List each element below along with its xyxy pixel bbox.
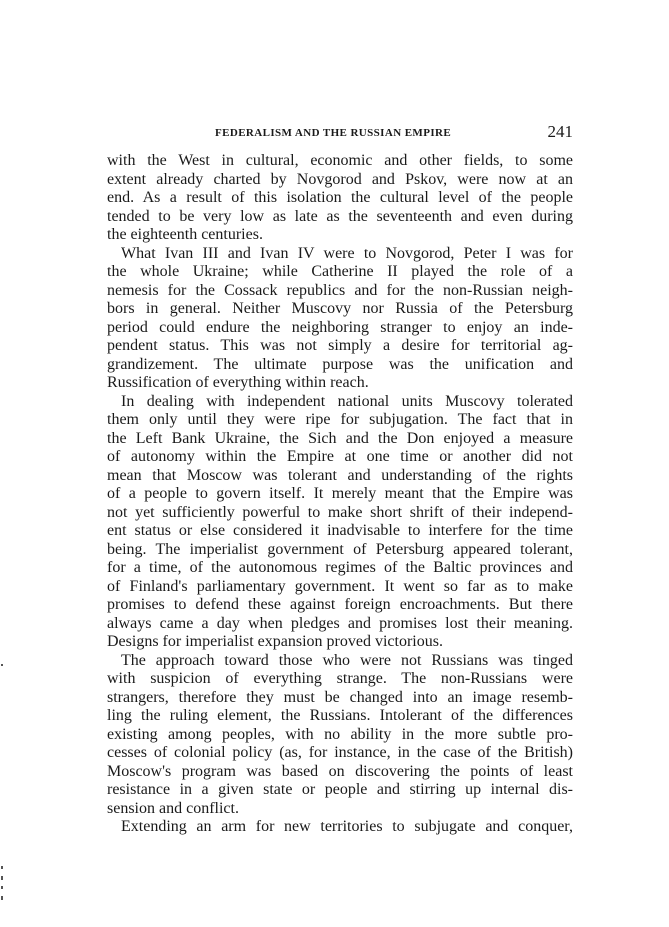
- text-line: extent already charted by Novgorod and Pskov, were now at an: [107, 170, 573, 188]
- text-line: sension and conflict.: [107, 799, 239, 817]
- text-line: of autonomy within the Empire at one time or another did not: [107, 448, 573, 465]
- text-line: pendent status. This was not simply a desire for territorial ag-: [107, 337, 573, 354]
- text-line: with suspicion of everything strange. The non-Russians were: [107, 670, 573, 687]
- text-line: In dealing with independent national units Muscovy tolerated: [121, 392, 573, 410]
- text-line: nemesis for the Cossack republics and for the non-Russian neigh-: [107, 281, 573, 299]
- text-line: the eighteenth centuries.: [107, 226, 263, 243]
- page-header: [107, 118, 573, 142]
- text-line: period could endure the neighboring stranger to enjoy an inde-: [107, 318, 573, 336]
- text-line: What Ivan III and Ivan IV were to Novgorod, Peter I was for: [121, 244, 573, 262]
- running-title: FEDERALISM AND THE RUSSIAN EMPIRE: [215, 127, 452, 139]
- text-line: bors in general. Neither Muscovy nor Russia of the Petersburg: [107, 300, 573, 317]
- text-line: Designs for imperialist expansion proved victorious.: [107, 633, 443, 650]
- text-line: tended to be very low as late as the seventeenth and even during: [107, 207, 573, 225]
- text-line: resistance in a given state or people and stirring up internal dis-: [107, 781, 573, 798]
- text-line: them only until they were ripe for subjugation. The fact that in: [107, 411, 573, 428]
- text-line: with the West in cultural, economic and other fields, to some: [107, 152, 573, 169]
- text-line: the whole Ukraine; while Catherine II played the role of a: [107, 263, 573, 280]
- text-line: promises to defend these against foreign encroachments. But there: [107, 596, 573, 613]
- text-line: ling the ruling element, the Russians. Intolerant of the differences: [107, 707, 573, 724]
- text-line: ent status or else considered it inadvisable to interfere for the time: [107, 522, 573, 539]
- scan-edge-marks: [0, 0, 4, 927]
- text-line: mean that Moscow was tolerant and understanding of the rights: [107, 466, 573, 484]
- text-line: for a time, of the autonomous regimes of the Baltic provinces and: [107, 559, 573, 576]
- text-line: the Left Bank Ukraine, the Sich and the Don enjoyed a measure: [107, 429, 573, 447]
- text-line: The approach toward those who were not Russians was tinged: [121, 651, 573, 669]
- text-line: not yet sufficiently powerful to make short shrift of their independ-: [107, 503, 573, 521]
- text-line: Russification of everything within reach.: [107, 374, 369, 391]
- text-line: end. As a result of this isolation the cultural level of the people: [107, 189, 573, 206]
- body-text: [107, 152, 573, 837]
- text-line: of Finland's parliamentary government. It went so far as to make: [107, 577, 573, 595]
- text-line: existing among peoples, with no ability in the more subtle pro-: [107, 725, 573, 743]
- page-number: 241: [547, 122, 573, 141]
- text-line: of a people to govern itself. It merely meant that the Empire was: [107, 485, 573, 502]
- text-line: Moscow's program was based on discovering the points of least: [107, 762, 573, 780]
- text-line: being. The imperialist government of Petersburg appeared tolerant,: [107, 540, 573, 558]
- text-line: always came a day when pledges and promises lost their meaning.: [107, 614, 573, 632]
- text-line: strangers, therefore they must be changed into an image resemb-: [107, 688, 573, 706]
- text-line: grandizement. The ultimate purpose was the unification and: [107, 355, 573, 373]
- text-line: cesses of colonial policy (as, for instance, in the case of the British): [107, 744, 573, 761]
- text-line: Extending an arm for new territories to subjugate and conquer,: [121, 818, 573, 835]
